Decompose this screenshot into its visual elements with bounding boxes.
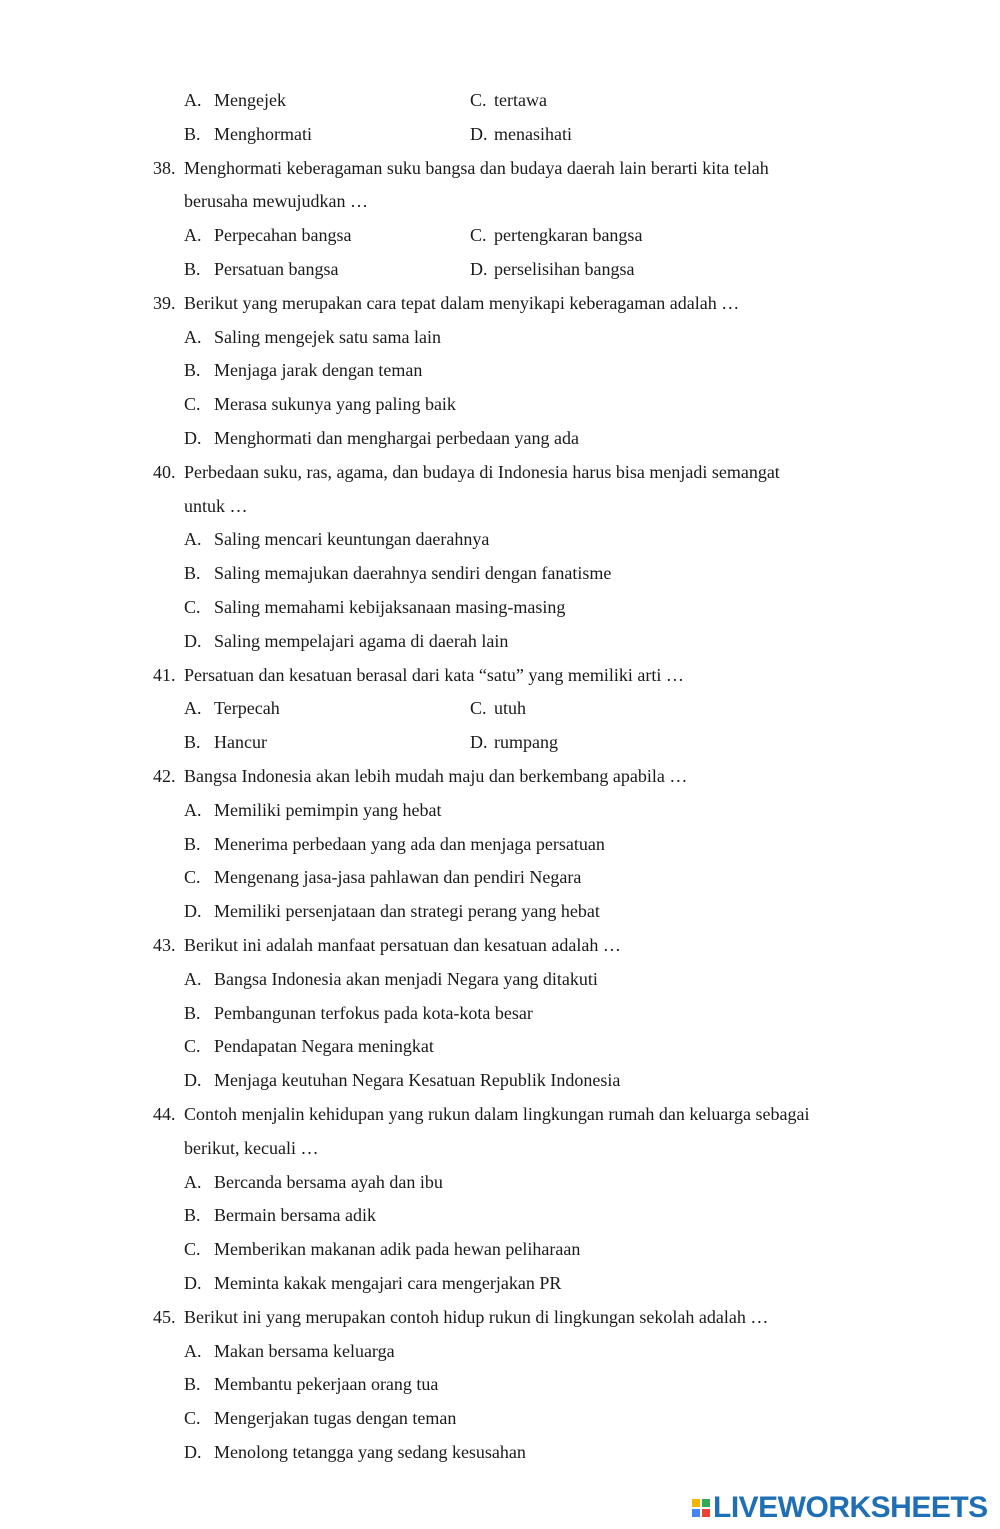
option-letter: B. (184, 833, 201, 854)
option-text: Membantu pekerjaan orang tua (214, 1374, 439, 1395)
option-text: Memiliki pemimpin yang hebat (214, 799, 442, 820)
liveworksheets-wordmark: LIVEWORKSHEETS (713, 1491, 988, 1524)
option-text: Menghormati dan menghargai perbedaan yang ada (214, 428, 580, 448)
option-letter: A. (184, 1171, 202, 1192)
option-letter: B. (184, 1205, 201, 1226)
option-text: Pendapatan Negara meningkat (214, 1036, 434, 1057)
option-letter: C. (184, 867, 201, 888)
option-letter: C. (184, 1239, 201, 1260)
option-letter: D. (184, 428, 202, 448)
question-number: 39. (153, 292, 176, 313)
question-text: Persatuan dan kesatuan berasal dari kata “satu” yang memiliki arti … (184, 664, 684, 685)
option-letter: B. (184, 259, 201, 279)
option-text: utuh (494, 698, 527, 719)
option-text: Saling mengejek satu sama lain (214, 326, 441, 347)
option-letter: C. (184, 597, 201, 617)
option-letter: D. (184, 1070, 202, 1091)
option-letter: C. (470, 225, 487, 246)
option-text: Pembangunan terfokus pada kota-kota besar (214, 1002, 533, 1023)
option-text: Meminta kakak mengajari cara mengerjakan PR (214, 1273, 562, 1293)
question-number: 38. (153, 157, 176, 178)
option-text: Menolong tetangga yang sedang kesusahan (214, 1442, 526, 1462)
question-text: berikut, kecuali … (184, 1137, 319, 1158)
option-letter: C. (470, 698, 487, 719)
question-number: 42. (153, 766, 176, 786)
option-letter: B. (184, 563, 201, 584)
question-text: untuk … (184, 495, 248, 516)
option-letter: B. (184, 732, 201, 753)
option-text: tertawa (494, 90, 547, 110)
question-text: Bangsa Indonesia akan lebih mudah maju dan berkembang apabila … (184, 766, 688, 786)
option-text: Saling mencari keuntungan daerahnya (214, 529, 490, 550)
option-letter: A. (184, 698, 202, 719)
question-text: Perbedaan suku, ras, agama, dan budaya di Indonesia harus bisa menjadi semangat (184, 461, 780, 482)
option-text: Saling memajukan daerahnya sendiri dengan fanatisme (214, 563, 612, 584)
option-text: Terpecah (214, 698, 280, 719)
question-text: Berikut yang merupakan cara tepat dalam menyikapi keberagaman adalah … (184, 292, 740, 313)
option-letter: A. (184, 799, 202, 820)
option-letter: A. (184, 326, 202, 347)
option-text: Mengerjakan tugas dengan teman (214, 1408, 457, 1429)
option-letter: C. (184, 394, 201, 415)
option-letter: A. (184, 968, 202, 989)
option-text: Memberikan makanan adik pada hewan peliharaan (214, 1239, 581, 1260)
option-letter: D. (184, 1273, 202, 1293)
option-text: Mengejek (214, 90, 286, 110)
question-number: 43. (153, 935, 176, 955)
option-letter: D. (184, 630, 202, 651)
option-letter: D. (184, 901, 202, 922)
option-text: Bercanda bersama ayah dan ibu (214, 1171, 443, 1192)
option-letter: D. (184, 1442, 202, 1462)
option-text: Memiliki persenjataan dan strategi perang yang hebat (214, 901, 600, 922)
option-text: Makan bersama keluarga (214, 1340, 395, 1361)
question-number: 41. (153, 664, 176, 685)
option-text: Persatuan bangsa (214, 259, 339, 279)
question-text: Menghormati keberagaman suku bangsa dan budaya daerah lain berarti kita telah (184, 157, 769, 178)
option-text: Menjaga keutuhan Negara Kesatuan Republik Indonesia (214, 1070, 621, 1091)
question-number: 45. (153, 1306, 176, 1327)
option-text: perselisihan bangsa (494, 259, 635, 279)
option-text: Menjaga jarak dengan teman (214, 360, 423, 381)
option-letter: C. (184, 1408, 201, 1429)
option-letter: B. (184, 1002, 201, 1023)
question-number: 44. (153, 1104, 176, 1124)
option-letter: D. (470, 732, 488, 753)
option-text: pertengkaran bangsa (494, 225, 643, 246)
option-text: menasihati (494, 123, 572, 144)
option-text: Saling memahami kebijaksanaan masing-masing (214, 597, 566, 617)
option-letter: A. (184, 90, 202, 110)
question-text: Contoh menjalin kehidupan yang rukun dalam lingkungan rumah dan keluarga sebagai (184, 1104, 810, 1124)
option-letter: A. (184, 529, 202, 550)
liveworksheets-logo (692, 1488, 992, 1528)
option-letter: B. (184, 360, 201, 381)
option-letter: D. (470, 259, 488, 279)
option-letter: B. (184, 123, 201, 144)
option-text: Perpecahan bangsa (214, 225, 352, 246)
liveworksheets-badge-icon (692, 1499, 710, 1517)
option-letter: C. (184, 1036, 201, 1057)
option-text: Merasa sukunya yang paling baik (214, 394, 456, 415)
option-text: rumpang (494, 732, 558, 753)
option-text: Menghormati (214, 123, 312, 144)
question-text: Berikut ini adalah manfaat persatuan dan kesatuan adalah … (184, 935, 621, 955)
option-text: Mengenang jasa-jasa pahlawan dan pendiri Negara (214, 867, 582, 888)
option-text: Bangsa Indonesia akan menjadi Negara yang ditakuti (214, 968, 598, 989)
question-text: berusaha mewujudkan … (184, 191, 368, 212)
option-letter: A. (184, 1340, 202, 1361)
option-letter: D. (470, 123, 488, 144)
option-text: Saling mempelajari agama di daerah lain (214, 630, 509, 651)
option-text: Bermain bersama adik (214, 1205, 376, 1226)
option-letter: B. (184, 1374, 201, 1395)
question-text: Berikut ini yang merupakan contoh hidup rukun di lingkungan sekolah adalah … (184, 1306, 769, 1327)
option-text: Menerima perbedaan yang ada dan menjaga persatuan (214, 833, 605, 854)
question-number: 40. (153, 461, 176, 482)
option-letter: A. (184, 225, 202, 246)
option-text: Hancur (214, 732, 267, 753)
option-letter: C. (470, 90, 487, 110)
